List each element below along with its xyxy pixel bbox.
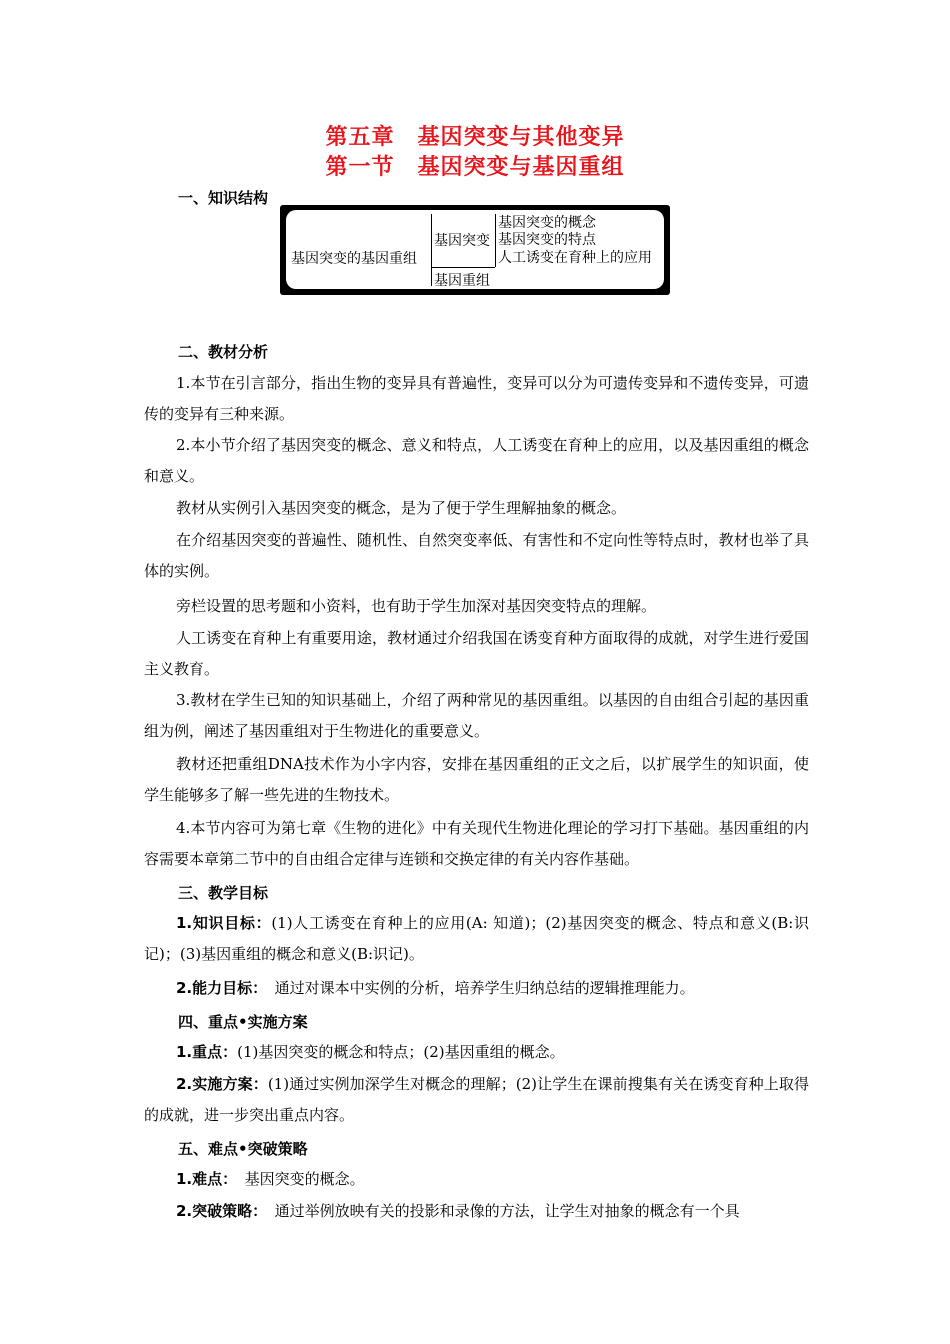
chapter-title: 第五章 基因突变与其他变异 [325,125,625,150]
structure-branch-recombination: 基因重组 [434,273,490,289]
goal-knowledge-label: 1.知识目标： [176,914,272,932]
analysis-paragraph-1: 1.本节在引言部分，指出生物的变异具有普遍性，变异可以分为可遗传变异和不遗传变异，可遗传的变异有三种来源。 [144,374,809,423]
difficulty-point-text: 基因突变的概念。 [229,1170,365,1188]
key-point-text: (1)基因突变的概念和特点；(2)基因重组的概念。 [237,1043,565,1061]
analysis-paragraph-5: 旁栏设置的思考题和小资料，也有助于学生加深对基因突变特点的理解。 [176,597,657,615]
implementation-plan-text: (1)通过实例加深学生对概念的理解；(2)让学生在课前搜集有关在诱变育种上取得的成就，进一步突出重点内容。 [144,1075,809,1124]
structure-leaf-application: 人工诱变在育种上的应用 [498,250,652,266]
analysis-paragraph-9: 4.本节内容可为第七章《生物的进化》中有关现代生物进化理论的学习打下基础。基因重组的内容需要本章第二节中的自由组合定律与连锁和交换定律的有关内容作基础。 [144,819,809,868]
goal-knowledge-text: (1)人工诱变在育种上的应用(A: 知道)；(2)基因突变的概念、特点和意义(B:识记)；(3)基因重组的概念和意义(B:识记)。 [144,914,809,963]
analysis-paragraph-7: 3.教材在学生已知的知识基础上，介绍了两种常见的基因重组。以基因的自由组合引起的基因重组为例，阐述了基因重组对于生物进化的重要意义。 [144,691,809,740]
analysis-paragraph-2: 2.本小节介绍了基因突变的概念、意义和特点，人工诱变在育种上的应用，以及基因重组的概念和意义。 [144,436,809,485]
heading-textbook-analysis: 二、教材分析 [178,343,269,361]
goal-knowledge [144,908,809,969]
analysis-paragraph-3: 教材从实例引入基因突变的概念，是为了便于学生理解抽象的概念。 [176,499,627,517]
structure-leaf-concept: 基因突变的概念 [498,215,596,231]
key-point-label: 1.重点： [176,1043,238,1061]
implementation-plan [144,1069,809,1130]
goal-ability [144,973,809,1004]
knowledge-structure-diagram [280,205,670,295]
section-title: 第一节 基因突变与基因重组 [325,155,625,180]
analysis-paragraph-4: 在介绍基因突变的普遍性、随机性、自然突变率低、有害性和不定向性等特点时，教材也举了具体的实例。 [144,531,809,580]
key-point [144,1037,809,1068]
structure-branch-mutation: 基因突变 [434,233,490,249]
difficulty-point-label: 1.难点： [176,1170,230,1188]
analysis-paragraph-8: 教材还把重组DNA技术作为小字内容，安排在基因重组的正文之后，以扩展学生的知识面，使学生能够多了解一些先进的生物技术。 [144,755,809,804]
structure-root: 基因突变的基因重组 [291,251,417,267]
heading-difficulties: 五、难点•突破策略 [178,1140,308,1158]
breakthrough-strategy-text: 通过举例放映有关的投影和录像的方法，让学生对抽象的概念有一个具 [259,1202,740,1220]
structure-leaf-features: 基因突变的特点 [498,232,596,248]
breakthrough-strategy-label: 2.突破策略： [176,1202,260,1220]
goal-ability-label: 2.能力目标： [176,979,260,997]
goal-ability-text: 通过对课本中实例的分析，培养学生归纳总结的逻辑推理能力。 [259,979,695,997]
difficulty-point [144,1164,809,1195]
analysis-paragraph-6: 人工诱变在育种上有重要用途，教材通过介绍我国在诱变育种方面取得的成就，对学生进行爱国主义教育。 [144,629,809,678]
breakthrough-strategy [144,1196,809,1227]
heading-teaching-goals: 三、教学目标 [178,884,269,902]
heading-knowledge-structure: 一、知识结构 [178,189,269,207]
implementation-plan-label: 2.实施方案： [176,1075,268,1093]
heading-key-points: 四、重点•实施方案 [178,1013,308,1031]
